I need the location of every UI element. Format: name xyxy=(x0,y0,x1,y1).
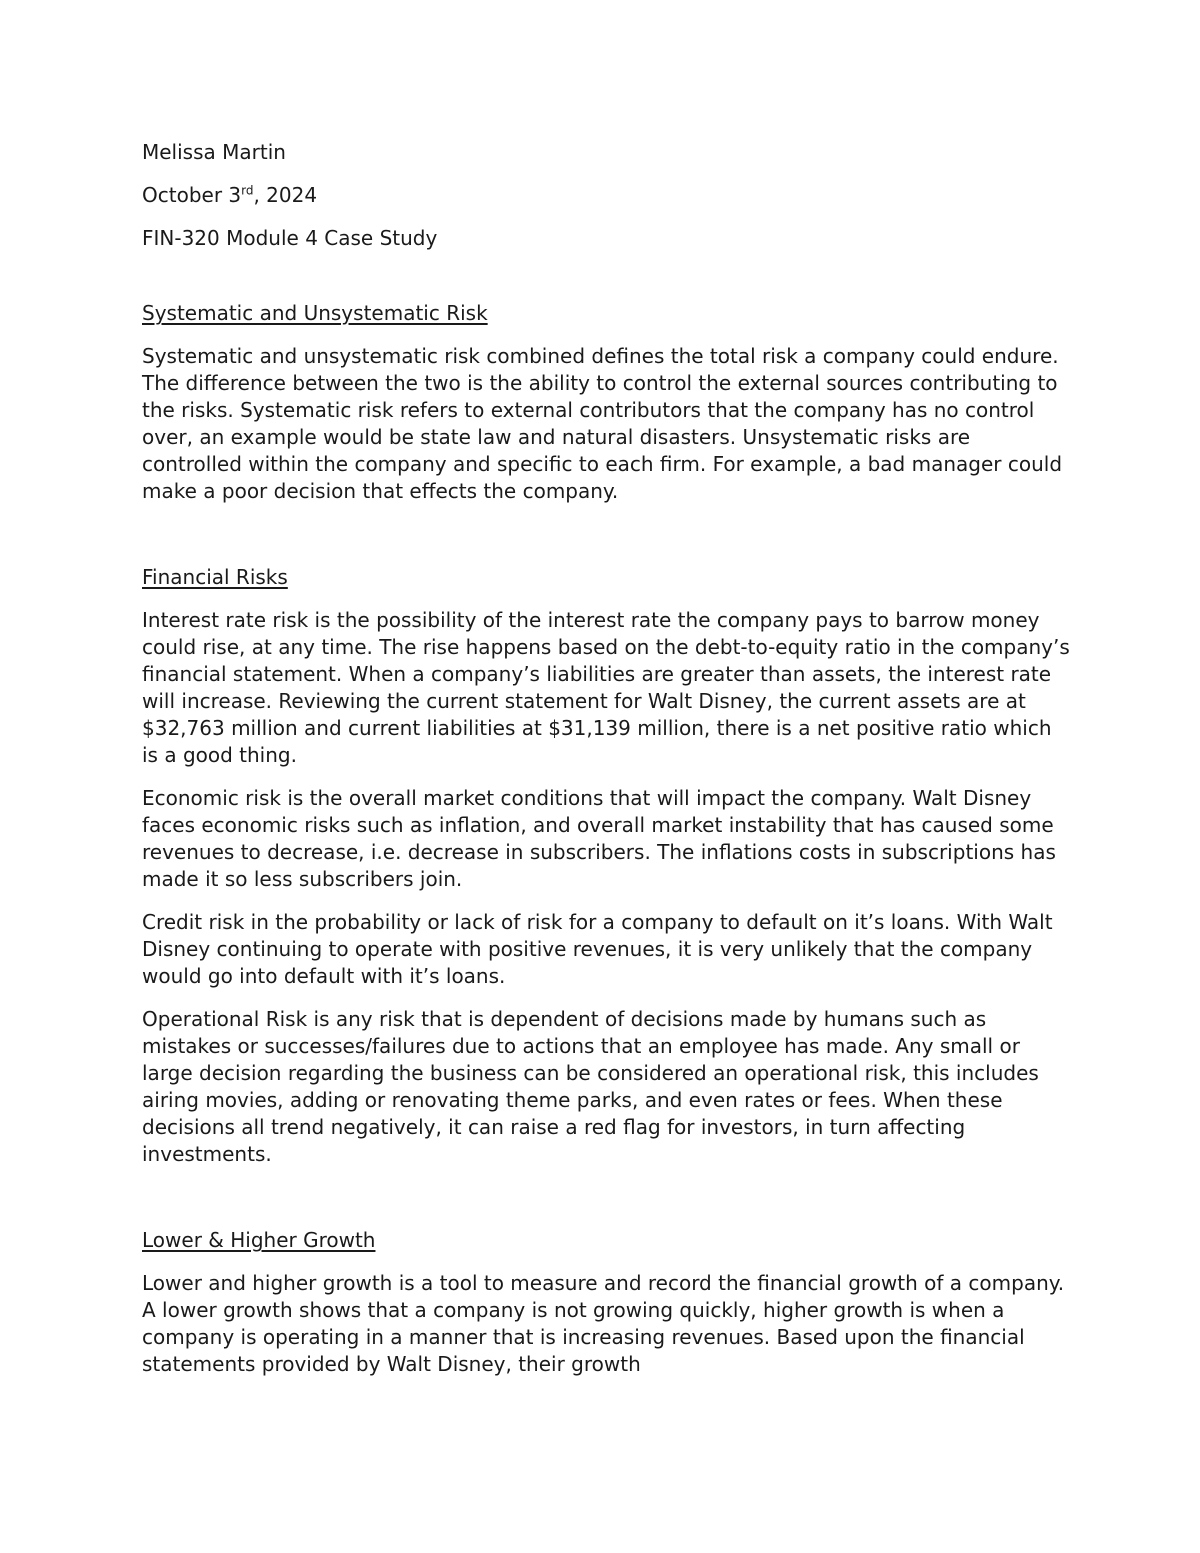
paragraph-operational-risk: Operational Risk is any risk that is dependent of decisions made by humans such as mistakes or successes/failures due to actions that an employee has made. Any small or large decision regarding the business can be considered an operational risk, this includes airing movies, adding or renovating theme parks, and even rates or fees. When these decisions all trend negatively, it can raise a red flag for investors, in turn affecting investments. xyxy=(142,1007,1039,1166)
paragraph-economic-risk: Economic risk is the overall market conditions that will impact the company. Walt Disney faces economic risks such as inflation, and overall market instability that has caused some revenues to decrease, i.e. decrease in subscribers. The inflations costs in subscriptions has made it so less subscribers join. xyxy=(142,786,1056,891)
paragraph-interest-rate-risk: Interest rate risk is the possibility of the interest rate the company pays to barrow money could rise, at any time. The rise happens based on the debt-to-equity ratio in the company’s financial statement. When a company’s liabilities are greater than assets, the interest rate will increase. Reviewing the current statement for Walt Disney, the current assets are at $32,763 million and current liabilities at $31,139 million, there is a net positive ratio which is a good thing. xyxy=(142,608,1070,767)
date-year: , 2024 xyxy=(253,183,318,207)
course-title: FIN-320 Module 4 Case Study xyxy=(142,226,438,250)
heading-financial-risks: Financial Risks xyxy=(142,565,288,589)
date-text: October 3 xyxy=(142,183,242,207)
date-ordinal: rd xyxy=(241,183,254,198)
heading-systematic-risk: Systematic and Unsystematic Risk xyxy=(142,301,488,325)
heading-growth: Lower & Higher Growth xyxy=(142,1228,376,1252)
document-date xyxy=(142,182,1072,209)
paragraph-systematic-1: Systematic and unsystematic risk combined defines the total risk a company could endure. The difference between the two is the ability to control the external sources contributing to the risks. Systematic risk refers to external contributors that the company has no control over, an example would be state law and natural disasters. Unsystematic risks are controlled within the company and specific to each firm. For example, a bad manager could make a poor decision that effects the company. xyxy=(142,344,1063,503)
document-page xyxy=(142,139,1072,1394)
paragraph-credit-risk: Credit risk in the probability or lack of risk for a company to default on it’s loans. With Walt Disney continuing to operate with positive revenues, it is very unlikely that the company would go into default with it’s loans. xyxy=(142,910,1053,988)
paragraph-growth-1: Lower and higher growth is a tool to measure and record the financial growth of a company. A lower growth shows that a company is not growing quickly, higher growth is when a company is operating in a manner that is increasing revenues. Based upon the financial statements provided by Walt Disney, their growth xyxy=(142,1271,1065,1376)
author-name: Melissa Martin xyxy=(142,140,286,164)
